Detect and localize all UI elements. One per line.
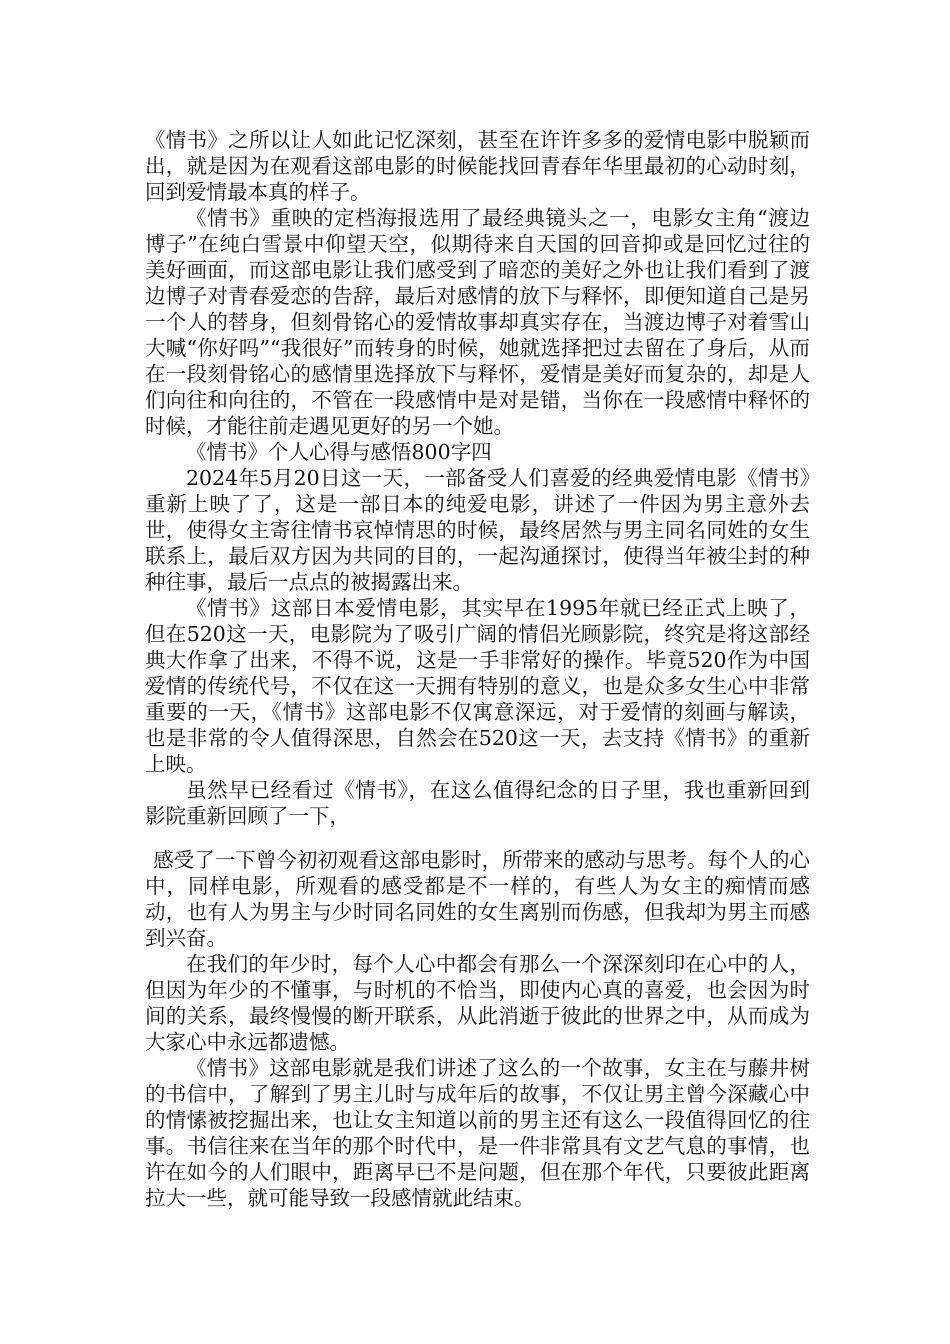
paragraph: 虽然早已经看过《情书》，在这么值得纪念的日子里，我也重新回到影院重新回顾了一下，: [145, 778, 810, 828]
paragraph: 《情书》这部电影就是我们讲述了这么的一个故事，女主在与藤井树的书信中，了解到了男主儿时与成年后的故事，不仅让男主曾今深藏心中的情愫被挖掘出来，也让女主知道以前的男主还有这么一段值得回忆的往事。书信往来在当年的那个时代中，是一件非常具有文艺气息的事情，也许在如今的人们眼中，距离早已不是问题，但在那个年代，只要彼此距离拉大一些，就可能导致一段感情就此结束。: [145, 1056, 810, 1210]
paragraph: 2024年5月20日这一天，一部备受人们喜爱的经典爱情电影《情书》重新上映了了，这是一部日本的纯爱电影，讲述了一件因为男主意外去世，使得女主寄往情书哀悼情思的时候，最终居然与男主同名同姓的女生联系上，最后双方因为共同的目的，一起沟通探讨，使得当年被尘封的种种往事，最后一点点的被揭露出来。: [145, 466, 810, 594]
text-block-lower: [145, 847, 810, 1211]
paragraph: 《情书》这部日本爱情电影，其实早在1995年就已经正式上映了，但在520这一天，电影院为了吸引广阔的情侣光顾影院，终究是将这部经典大作拿了出来，不得不说，这是一手非常好的操作。毕竟520作为中国爱情的传统代号，不仅在这一天拥有特别的意义，也是众多女生心中非常重要的一天，《情书》这部电影不仅寓意深远，对于爱情的刻画与解读，也是非常的令人值得深思，自然会在520这一天，去支持《情书》的重新上映。: [145, 596, 810, 776]
paragraph: 感受了一下曾今初初观看这部电影时，所带来的感动与思考。每个人的心中，同样电影，所观看的感受都是不一样的，有些人为女主的痴情而感动，也有人为男主与少时同名同姓的女生离别而伤感，但我却为男主而感到兴奋。: [145, 848, 810, 950]
text-block-upper: [145, 127, 810, 829]
paragraph: 在我们的年少时，每个人心中都会有那么一个深深刻印在心中的人，但因为年少的不懂事，与时机的不恰当，即使内心真的喜爱，也会因为时间的关系，最终慢慢的断开联系，从此消逝于彼此的世界之中，从而成为大家心中永远都遗憾。: [145, 952, 810, 1054]
section-heading: 《情书》个人心得与感悟800字四: [186, 440, 492, 464]
paragraph: 《情书》之所以让人如此记忆深刻，甚至在许许多多的爱情电影中脱颖而出，就是因为在观看这部电影的时候能找回青春年华里最初的心动时刻，回到爱情最本真的样子。: [145, 128, 810, 204]
paragraph: 《情书》重映的定档海报选用了最经典镜头之一，电影女主角“渡边博子”在纯白雪景中仰望天空，似期待来自天国的回音抑或是回忆过往的美好画面，而这部电影让我们感受到了暗恋的美好之外也让我们看到了渡边博子对青春爱恋的告辞，最后对感情的放下与释怀，即便知道自己是另一个人的替身，但刻骨铭心的爱情故事却真实存在，当渡边博子对着雪山大喊“你好吗”“我很好”而转身的时候，她就选择把过去留在了身后，从而在一段刻骨铭心的感情里选择放下与释怀，爱情是美好而复杂的，却是人们向往和向往的，不管在一段感情中是对是错，当你在一段感情中释怀的时候，才能往前走遇见更好的另一个她。: [145, 206, 810, 438]
